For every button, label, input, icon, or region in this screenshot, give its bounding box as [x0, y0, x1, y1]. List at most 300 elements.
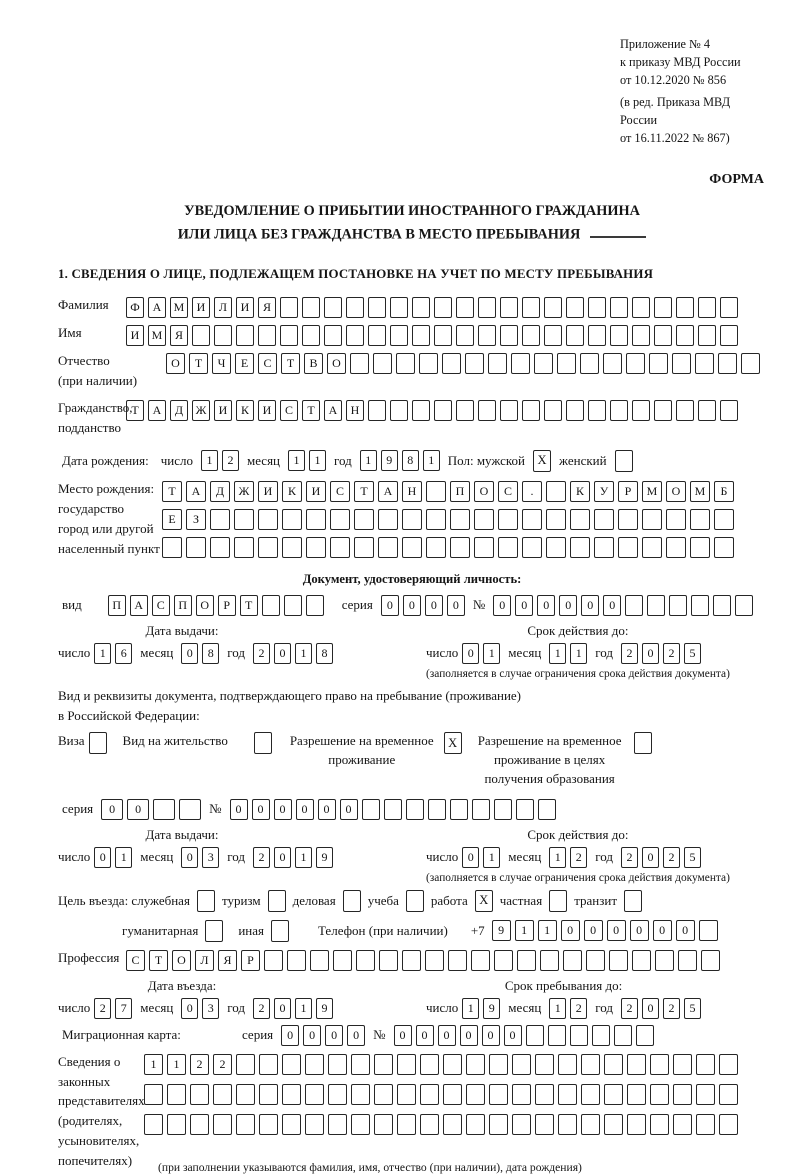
- char-cell[interactable]: [478, 297, 496, 318]
- char-cell[interactable]: 0: [504, 1025, 522, 1046]
- char-cell[interactable]: [669, 595, 687, 616]
- char-cell[interactable]: [402, 509, 422, 530]
- char-cell[interactable]: [500, 297, 518, 318]
- char-cell[interactable]: [330, 509, 350, 530]
- char-cell[interactable]: Р: [218, 595, 236, 616]
- char-cell[interactable]: [426, 537, 446, 558]
- char-cell[interactable]: [306, 595, 324, 616]
- char-cell[interactable]: Т: [302, 400, 320, 421]
- char-cell[interactable]: [259, 1054, 278, 1075]
- char-cell[interactable]: О: [172, 950, 191, 971]
- char-cell[interactable]: [450, 509, 470, 530]
- char-cell[interactable]: А: [148, 400, 166, 421]
- char-cell[interactable]: 3: [202, 847, 219, 868]
- char-cell[interactable]: [691, 595, 709, 616]
- char-cell[interactable]: [262, 595, 280, 616]
- char-cell[interactable]: К: [570, 481, 590, 502]
- char-cell[interactable]: [650, 1084, 669, 1105]
- char-cell[interactable]: [213, 1084, 232, 1105]
- char-cell[interactable]: [511, 353, 530, 374]
- char-cell[interactable]: 1: [515, 920, 534, 941]
- char-cell[interactable]: [402, 950, 421, 971]
- char-cell[interactable]: [586, 950, 605, 971]
- char-cell[interactable]: Я: [218, 950, 237, 971]
- char-cell[interactable]: А: [324, 400, 342, 421]
- char-cell[interactable]: [581, 1084, 600, 1105]
- char-cell[interactable]: [302, 325, 320, 346]
- char-cell[interactable]: 8: [202, 643, 219, 664]
- char-cell[interactable]: [498, 537, 518, 558]
- char-cell[interactable]: И: [236, 297, 254, 318]
- char-cell[interactable]: Н: [346, 400, 364, 421]
- char-cell[interactable]: [192, 325, 210, 346]
- char-cell[interactable]: [618, 537, 638, 558]
- char-cell[interactable]: 0: [462, 643, 479, 664]
- char-cell[interactable]: [282, 1054, 301, 1075]
- char-cell[interactable]: [144, 1084, 163, 1105]
- char-cell[interactable]: 5: [684, 998, 701, 1019]
- char-cell[interactable]: [465, 353, 484, 374]
- char-cell[interactable]: [236, 1054, 255, 1075]
- char-cell[interactable]: [701, 950, 720, 971]
- char-cell[interactable]: 2: [213, 1054, 232, 1075]
- char-cell[interactable]: [741, 353, 760, 374]
- char-cell[interactable]: [397, 1084, 416, 1105]
- char-cell[interactable]: 0: [447, 595, 465, 616]
- char-cell[interactable]: 0: [325, 1025, 343, 1046]
- char-cell[interactable]: [474, 537, 494, 558]
- char-cell[interactable]: [720, 400, 738, 421]
- char-cell[interactable]: 9: [316, 998, 333, 1019]
- char-cell[interactable]: 1: [538, 920, 557, 941]
- char-cell[interactable]: [489, 1054, 508, 1075]
- char-cell[interactable]: [167, 1114, 186, 1135]
- char-cell[interactable]: [374, 1084, 393, 1105]
- char-cell[interactable]: [478, 325, 496, 346]
- char-cell[interactable]: 1: [483, 643, 500, 664]
- char-cell[interactable]: [538, 799, 556, 820]
- char-cell[interactable]: [236, 1084, 255, 1105]
- char-cell[interactable]: [636, 1025, 654, 1046]
- char-cell[interactable]: 1: [295, 643, 312, 664]
- char-cell[interactable]: [213, 1114, 232, 1135]
- char-cell[interactable]: [456, 325, 474, 346]
- char-cell[interactable]: [676, 325, 694, 346]
- char-cell[interactable]: [328, 1084, 347, 1105]
- char-cell[interactable]: Ч: [212, 353, 231, 374]
- char-cell[interactable]: [673, 1054, 692, 1075]
- char-cell[interactable]: [378, 509, 398, 530]
- char-cell[interactable]: М: [690, 481, 710, 502]
- char-cell[interactable]: [412, 325, 430, 346]
- char-cell[interactable]: [280, 297, 298, 318]
- char-cell[interactable]: [282, 509, 302, 530]
- purpose-humanitarian-checkbox[interactable]: [205, 920, 223, 942]
- char-cell[interactable]: [735, 595, 753, 616]
- char-cell[interactable]: [306, 509, 326, 530]
- char-cell[interactable]: [632, 325, 650, 346]
- char-cell[interactable]: [456, 400, 474, 421]
- char-cell[interactable]: [558, 1084, 577, 1105]
- char-cell[interactable]: [306, 537, 326, 558]
- char-cell[interactable]: [676, 297, 694, 318]
- char-cell[interactable]: [397, 1114, 416, 1135]
- char-cell[interactable]: 0: [94, 847, 111, 868]
- char-cell[interactable]: 0: [462, 847, 479, 868]
- char-cell[interactable]: [627, 1114, 646, 1135]
- char-cell[interactable]: [498, 509, 518, 530]
- char-cell[interactable]: [516, 799, 534, 820]
- char-cell[interactable]: [390, 400, 408, 421]
- char-cell[interactable]: [676, 400, 694, 421]
- char-cell[interactable]: 0: [642, 643, 659, 664]
- char-cell[interactable]: 9: [483, 998, 500, 1019]
- char-cell[interactable]: [698, 400, 716, 421]
- char-cell[interactable]: 2: [621, 998, 638, 1019]
- char-cell[interactable]: 1: [309, 450, 326, 471]
- char-cell[interactable]: Л: [195, 950, 214, 971]
- char-cell[interactable]: Д: [170, 400, 188, 421]
- char-cell[interactable]: 2: [253, 643, 270, 664]
- char-cell[interactable]: 2: [94, 998, 111, 1019]
- char-cell[interactable]: [258, 325, 276, 346]
- char-cell[interactable]: [618, 509, 638, 530]
- char-cell[interactable]: 1: [94, 643, 111, 664]
- char-cell[interactable]: [604, 1084, 623, 1105]
- char-cell[interactable]: [384, 799, 402, 820]
- char-cell[interactable]: [374, 1114, 393, 1135]
- char-cell[interactable]: [719, 1054, 738, 1075]
- char-cell[interactable]: [406, 799, 424, 820]
- purpose-business-checkbox[interactable]: [343, 890, 361, 912]
- char-cell[interactable]: [522, 400, 540, 421]
- char-cell[interactable]: [259, 1114, 278, 1135]
- char-cell[interactable]: [604, 1114, 623, 1135]
- char-cell[interactable]: 0: [230, 799, 248, 820]
- char-cell[interactable]: [720, 325, 738, 346]
- char-cell[interactable]: 0: [653, 920, 672, 941]
- char-cell[interactable]: [558, 1054, 577, 1075]
- char-cell[interactable]: [443, 1054, 462, 1075]
- char-cell[interactable]: [517, 950, 536, 971]
- char-cell[interactable]: [236, 1114, 255, 1135]
- char-cell[interactable]: [558, 1114, 577, 1135]
- char-cell[interactable]: 0: [482, 1025, 500, 1046]
- char-cell[interactable]: Я: [258, 297, 276, 318]
- char-cell[interactable]: [324, 297, 342, 318]
- char-cell[interactable]: [258, 509, 278, 530]
- char-cell[interactable]: [522, 325, 540, 346]
- char-cell[interactable]: [512, 1114, 531, 1135]
- char-cell[interactable]: 0: [274, 847, 291, 868]
- char-cell[interactable]: [566, 325, 584, 346]
- char-cell[interactable]: .: [522, 481, 542, 502]
- char-cell[interactable]: 0: [630, 920, 649, 941]
- char-cell[interactable]: [696, 1084, 715, 1105]
- char-cell[interactable]: [305, 1114, 324, 1135]
- char-cell[interactable]: 0: [274, 643, 291, 664]
- char-cell[interactable]: [522, 297, 540, 318]
- char-cell[interactable]: И: [258, 400, 276, 421]
- char-cell[interactable]: [500, 400, 518, 421]
- char-cell[interactable]: [190, 1084, 209, 1105]
- gender-female-checkbox[interactable]: [615, 450, 633, 472]
- char-cell[interactable]: 0: [515, 595, 533, 616]
- char-cell[interactable]: 0: [101, 799, 123, 820]
- char-cell[interactable]: [478, 400, 496, 421]
- char-cell[interactable]: [402, 537, 422, 558]
- char-cell[interactable]: [594, 509, 614, 530]
- char-cell[interactable]: 1: [423, 450, 440, 471]
- purpose-transit-checkbox[interactable]: [624, 890, 642, 912]
- char-cell[interactable]: 0: [394, 1025, 412, 1046]
- char-cell[interactable]: 1: [144, 1054, 163, 1075]
- char-cell[interactable]: [234, 509, 254, 530]
- char-cell[interactable]: 0: [274, 799, 292, 820]
- char-cell[interactable]: 0: [559, 595, 577, 616]
- temp-residence-edu-checkbox[interactable]: [634, 732, 652, 754]
- char-cell[interactable]: [474, 509, 494, 530]
- purpose-tourism-checkbox[interactable]: [268, 890, 286, 912]
- char-cell[interactable]: А: [148, 297, 166, 318]
- char-cell[interactable]: [351, 1114, 370, 1135]
- char-cell[interactable]: [627, 1054, 646, 1075]
- char-cell[interactable]: [642, 509, 662, 530]
- char-cell[interactable]: [580, 353, 599, 374]
- char-cell[interactable]: [448, 950, 467, 971]
- char-cell[interactable]: [284, 595, 302, 616]
- char-cell[interactable]: [535, 1084, 554, 1105]
- char-cell[interactable]: [144, 1114, 163, 1135]
- char-cell[interactable]: 1: [483, 847, 500, 868]
- char-cell[interactable]: [324, 325, 342, 346]
- char-cell[interactable]: 0: [340, 799, 358, 820]
- char-cell[interactable]: [570, 509, 590, 530]
- char-cell[interactable]: [351, 1054, 370, 1075]
- char-cell[interactable]: [535, 1114, 554, 1135]
- char-cell[interactable]: [426, 509, 446, 530]
- char-cell[interactable]: 0: [303, 1025, 321, 1046]
- char-cell[interactable]: И: [126, 325, 144, 346]
- char-cell[interactable]: [310, 950, 329, 971]
- char-cell[interactable]: [434, 400, 452, 421]
- char-cell[interactable]: [610, 400, 628, 421]
- char-cell[interactable]: [655, 950, 674, 971]
- char-cell[interactable]: Ж: [234, 481, 254, 502]
- char-cell[interactable]: [167, 1084, 186, 1105]
- char-cell[interactable]: 0: [347, 1025, 365, 1046]
- char-cell[interactable]: [374, 1054, 393, 1075]
- char-cell[interactable]: 2: [253, 998, 270, 1019]
- char-cell[interactable]: [588, 297, 606, 318]
- char-cell[interactable]: 5: [684, 643, 701, 664]
- char-cell[interactable]: [488, 353, 507, 374]
- char-cell[interactable]: З: [186, 509, 206, 530]
- char-cell[interactable]: [282, 1084, 301, 1105]
- char-cell[interactable]: 2: [570, 998, 587, 1019]
- char-cell[interactable]: [546, 481, 566, 502]
- char-cell[interactable]: М: [642, 481, 662, 502]
- char-cell[interactable]: [713, 595, 731, 616]
- char-cell[interactable]: [610, 297, 628, 318]
- char-cell[interactable]: 3: [202, 998, 219, 1019]
- char-cell[interactable]: [603, 353, 622, 374]
- char-cell[interactable]: [287, 950, 306, 971]
- char-cell[interactable]: [210, 509, 230, 530]
- char-cell[interactable]: С: [126, 950, 145, 971]
- char-cell[interactable]: Т: [126, 400, 144, 421]
- char-cell[interactable]: [368, 325, 386, 346]
- char-cell[interactable]: 0: [642, 998, 659, 1019]
- char-cell[interactable]: О: [166, 353, 185, 374]
- char-cell[interactable]: [625, 595, 643, 616]
- char-cell[interactable]: 6: [115, 643, 132, 664]
- char-cell[interactable]: 1: [549, 847, 566, 868]
- char-cell[interactable]: [695, 353, 714, 374]
- char-cell[interactable]: [500, 325, 518, 346]
- char-cell[interactable]: 5: [684, 847, 701, 868]
- char-cell[interactable]: С: [258, 353, 277, 374]
- char-cell[interactable]: [540, 950, 559, 971]
- char-cell[interactable]: [356, 950, 375, 971]
- char-cell[interactable]: [626, 353, 645, 374]
- char-cell[interactable]: [368, 297, 386, 318]
- char-cell[interactable]: [719, 1084, 738, 1105]
- char-cell[interactable]: [650, 1114, 669, 1135]
- char-cell[interactable]: Н: [402, 481, 422, 502]
- char-cell[interactable]: Р: [241, 950, 260, 971]
- char-cell[interactable]: Т: [162, 481, 182, 502]
- char-cell[interactable]: [346, 325, 364, 346]
- char-cell[interactable]: [614, 1025, 632, 1046]
- char-cell[interactable]: 0: [181, 847, 198, 868]
- char-cell[interactable]: [179, 799, 201, 820]
- char-cell[interactable]: О: [666, 481, 686, 502]
- char-cell[interactable]: [522, 509, 542, 530]
- char-cell[interactable]: 7: [115, 998, 132, 1019]
- char-cell[interactable]: [450, 537, 470, 558]
- char-cell[interactable]: С: [152, 595, 170, 616]
- char-cell[interactable]: Е: [162, 509, 182, 530]
- char-cell[interactable]: [650, 1054, 669, 1075]
- char-cell[interactable]: [699, 920, 718, 941]
- char-cell[interactable]: [696, 1114, 715, 1135]
- char-cell[interactable]: 0: [416, 1025, 434, 1046]
- char-cell[interactable]: [443, 1114, 462, 1135]
- char-cell[interactable]: 1: [462, 998, 479, 1019]
- char-cell[interactable]: Т: [281, 353, 300, 374]
- char-cell[interactable]: [420, 1084, 439, 1105]
- char-cell[interactable]: 0: [425, 595, 443, 616]
- char-cell[interactable]: 9: [492, 920, 511, 941]
- char-cell[interactable]: 0: [460, 1025, 478, 1046]
- char-cell[interactable]: [666, 537, 686, 558]
- char-cell[interactable]: 1: [295, 847, 312, 868]
- char-cell[interactable]: [647, 595, 665, 616]
- char-cell[interactable]: [714, 509, 734, 530]
- char-cell[interactable]: [609, 950, 628, 971]
- char-cell[interactable]: С: [280, 400, 298, 421]
- char-cell[interactable]: [412, 400, 430, 421]
- char-cell[interactable]: [588, 400, 606, 421]
- char-cell[interactable]: [210, 537, 230, 558]
- char-cell[interactable]: 8: [316, 643, 333, 664]
- char-cell[interactable]: Я: [170, 325, 188, 346]
- char-cell[interactable]: [570, 537, 590, 558]
- char-cell[interactable]: 0: [603, 595, 621, 616]
- char-cell[interactable]: 0: [584, 920, 603, 941]
- residence-permit-checkbox[interactable]: [254, 732, 272, 754]
- char-cell[interactable]: [328, 1054, 347, 1075]
- char-cell[interactable]: [719, 1114, 738, 1135]
- char-cell[interactable]: [264, 950, 283, 971]
- char-cell[interactable]: [588, 325, 606, 346]
- char-cell[interactable]: 2: [253, 847, 270, 868]
- char-cell[interactable]: 0: [281, 1025, 299, 1046]
- char-cell[interactable]: [654, 325, 672, 346]
- char-cell[interactable]: [557, 353, 576, 374]
- char-cell[interactable]: 2: [663, 998, 680, 1019]
- purpose-study-checkbox[interactable]: [406, 890, 424, 912]
- char-cell[interactable]: [642, 537, 662, 558]
- purpose-private-checkbox[interactable]: [549, 890, 567, 912]
- char-cell[interactable]: [390, 297, 408, 318]
- char-cell[interactable]: Т: [354, 481, 374, 502]
- char-cell[interactable]: У: [594, 481, 614, 502]
- char-cell[interactable]: 0: [642, 847, 659, 868]
- char-cell[interactable]: Ф: [126, 297, 144, 318]
- char-cell[interactable]: [526, 1025, 544, 1046]
- char-cell[interactable]: 0: [607, 920, 626, 941]
- char-cell[interactable]: 2: [621, 643, 638, 664]
- char-cell[interactable]: И: [192, 297, 210, 318]
- char-cell[interactable]: Т: [189, 353, 208, 374]
- char-cell[interactable]: [632, 950, 651, 971]
- char-cell[interactable]: [302, 297, 320, 318]
- char-cell[interactable]: [162, 537, 182, 558]
- char-cell[interactable]: [236, 325, 254, 346]
- char-cell[interactable]: [566, 400, 584, 421]
- char-cell[interactable]: [420, 1054, 439, 1075]
- char-cell[interactable]: [456, 297, 474, 318]
- char-cell[interactable]: Р: [618, 481, 638, 502]
- char-cell[interactable]: 0: [181, 643, 198, 664]
- char-cell[interactable]: П: [450, 481, 470, 502]
- char-cell[interactable]: [544, 400, 562, 421]
- char-cell[interactable]: Т: [240, 595, 258, 616]
- char-cell[interactable]: [512, 1084, 531, 1105]
- char-cell[interactable]: [489, 1084, 508, 1105]
- char-cell[interactable]: [720, 297, 738, 318]
- char-cell[interactable]: [419, 353, 438, 374]
- char-cell[interactable]: М: [170, 297, 188, 318]
- purpose-official-checkbox[interactable]: [197, 890, 215, 912]
- char-cell[interactable]: 2: [222, 450, 239, 471]
- char-cell[interactable]: 2: [663, 643, 680, 664]
- char-cell[interactable]: [672, 353, 691, 374]
- char-cell[interactable]: [186, 537, 206, 558]
- purpose-work-checkbox[interactable]: X: [475, 890, 493, 912]
- char-cell[interactable]: [678, 950, 697, 971]
- char-cell[interactable]: [190, 1114, 209, 1135]
- char-cell[interactable]: [378, 537, 398, 558]
- char-cell[interactable]: [673, 1084, 692, 1105]
- visa-checkbox[interactable]: [89, 732, 107, 754]
- char-cell[interactable]: 0: [438, 1025, 456, 1046]
- char-cell[interactable]: [696, 1054, 715, 1075]
- char-cell[interactable]: [632, 400, 650, 421]
- char-cell[interactable]: [471, 950, 490, 971]
